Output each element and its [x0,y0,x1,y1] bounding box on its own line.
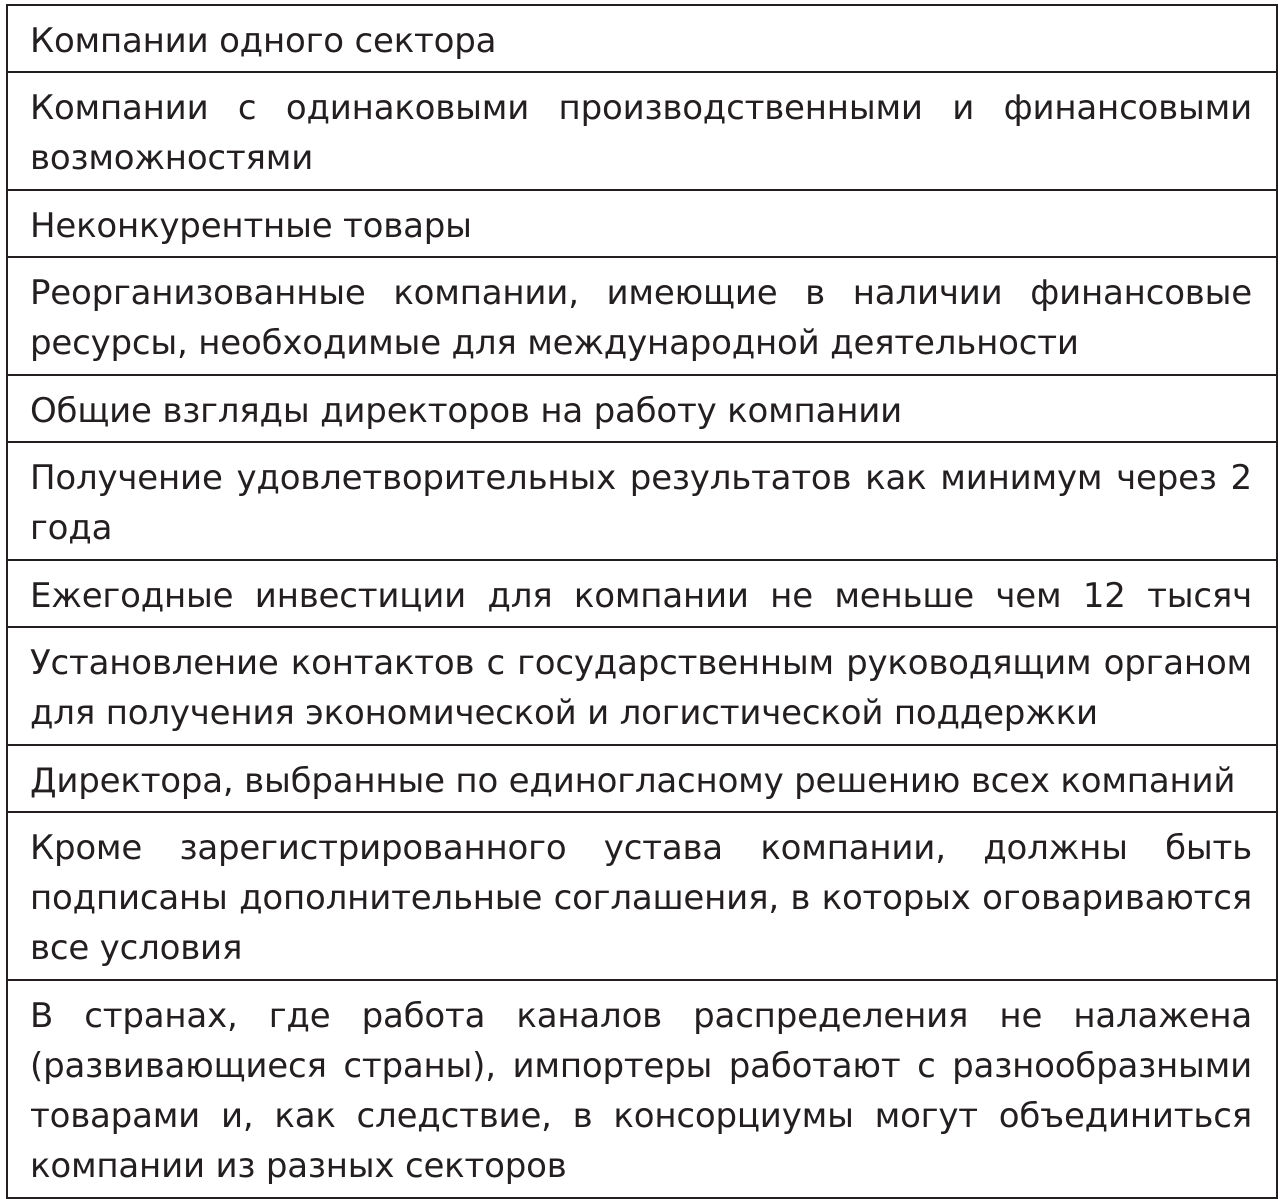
requirements-table [6,4,1278,1199]
table-row: Компании с одинаковыми производственными и финансовыми возможностями [8,73,1276,191]
table-row: Установление контактов с государственным руководящим органом для получения экономической и логистической поддержки [8,628,1276,746]
table-row: Ежегодные инвестиции для компании не меньше чем 12 тысяч [8,561,1276,628]
table-row: Общие взгляды директоров на работу компании [8,376,1276,443]
table-row: Неконкурентные товары [8,191,1276,258]
table-row: Получение удовлетворительных результатов как минимум через 2 года [8,443,1276,561]
table-row: Компании одного сектора [8,6,1276,73]
table-row: В странах, где работа каналов распределения не налажена (развивающиеся страны), импортеры работают с разнообразными товарами и, как следствие, в консорциумы могут объединиться компании из разных секторов [30,996,1252,1186]
table-row: Реорганизованные компании, имеющие в наличии финансовые ресурсы, необходимые для международной деятельности [8,258,1276,376]
table-row: Кроме зарегистрированного устава компании, должны быть подписаны дополнительные соглашения, в которых оговариваются все условия [8,813,1276,981]
table-row: Директора, выбранные по единогласному решению всех компаний [8,746,1276,813]
